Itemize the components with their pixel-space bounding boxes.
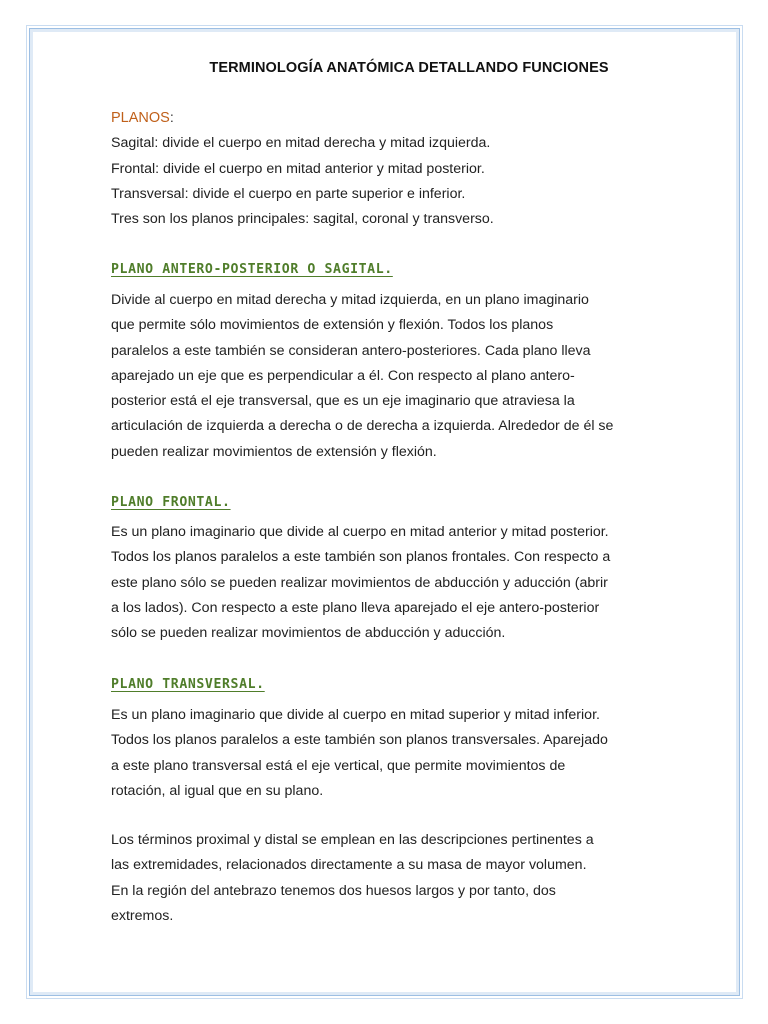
paragraph-line: rotación, al igual que en su plano. — [111, 782, 324, 799]
frontal-paragraph — [111, 520, 671, 646]
paragraph-line: este plano sólo se pueden realizar movimientos de abducción y aducción (abrir — [111, 574, 608, 591]
paragraph-line: posterior está el eje transversal, que es un eje imaginario que atraviesa la — [111, 393, 575, 410]
paragraph-line: a este plano transversal está el eje vertical, que permite movimientos de — [111, 757, 566, 774]
transversal-section — [111, 677, 671, 692]
sagital-section — [111, 262, 671, 277]
paragraph-line: pueden realizar movimientos de extensión y flexión. — [111, 443, 437, 460]
paragraph-line: que permite sólo movimientos de extensión y flexión. Todos los planos — [111, 317, 554, 334]
paragraph-line: aparejado un eje que es perpendicular a él. Con respecto al plano antero- — [111, 367, 575, 384]
planos-label: PLANOS — [111, 110, 170, 126]
paragraph-line: Es un plano imaginario que divide al cuerpo en mitad anterior y mitad posterior. — [111, 524, 609, 540]
paragraph-line: paralelos a este también se consideran antero-posteriores. Cada plano lleva — [111, 342, 591, 359]
paragraph-line: Transversal: divide el cuerpo en parte superior e inferior. — [111, 185, 466, 202]
paragraph-line: Divide al cuerpo en mitad derecha y mitad izquierda, en un plano imaginario — [111, 292, 589, 308]
paragraph-line: Frontal: divide el cuerpo en mitad anterior y mitad posterior. — [111, 160, 485, 177]
planos-colon: : — [169, 110, 174, 126]
section-heading: PLANO FRONTAL. — [111, 495, 231, 510]
planos-heading — [111, 106, 671, 131]
paragraph-line: las extremidades, relacionados directamente a su masa de mayor volumen. — [111, 857, 587, 874]
document-title: TERMINOLOGÍA ANATÓMICA DETALLANDO FUNCIONES — [209, 60, 609, 76]
paragraph-line: Todos los planos paralelos a este también son planos frontales. Con respecto a — [111, 549, 611, 566]
paragraph-line: articulación de izquierda a derecha o de derecha a izquierda. Alrededor de él se — [111, 418, 614, 435]
paragraph-line: En la región del antebrazo tenemos dos huesos largos y por tanto, dos — [111, 882, 556, 899]
transversal-paragraph — [111, 703, 671, 804]
paragraph-line: Los términos proximal y distal se emplean en las descripciones pertinentes a — [111, 832, 594, 848]
paragraph-line: extremos. — [111, 907, 174, 924]
paragraph-line: Todos los planos paralelos a este también son planos transversales. Aparejado — [111, 732, 608, 749]
terminos-paragraph — [111, 828, 671, 929]
frontal-section — [111, 495, 671, 510]
paragraph-line: Es un plano imaginario que divide al cuerpo en mitad superior y mitad inferior. — [111, 707, 600, 723]
paragraph-line: a los lados). Con respecto a este plano lleva aparejado el eje antero-posterior — [111, 599, 600, 616]
paragraph-line: sólo se pueden realizar movimientos de abducción y aducción. — [111, 625, 506, 642]
paragraph-line: Sagital: divide el cuerpo en mitad derecha y mitad izquierda. — [111, 135, 491, 152]
sagital-paragraph — [111, 288, 671, 465]
section-heading: PLANO TRANSVERSAL. — [111, 677, 265, 692]
planos-section — [111, 106, 671, 232]
paragraph-line: Tres son los planos principales: sagital, coronal y transverso. — [111, 211, 494, 228]
section-heading: PLANO ANTERO-POSTERIOR O SAGITAL. — [111, 262, 393, 277]
